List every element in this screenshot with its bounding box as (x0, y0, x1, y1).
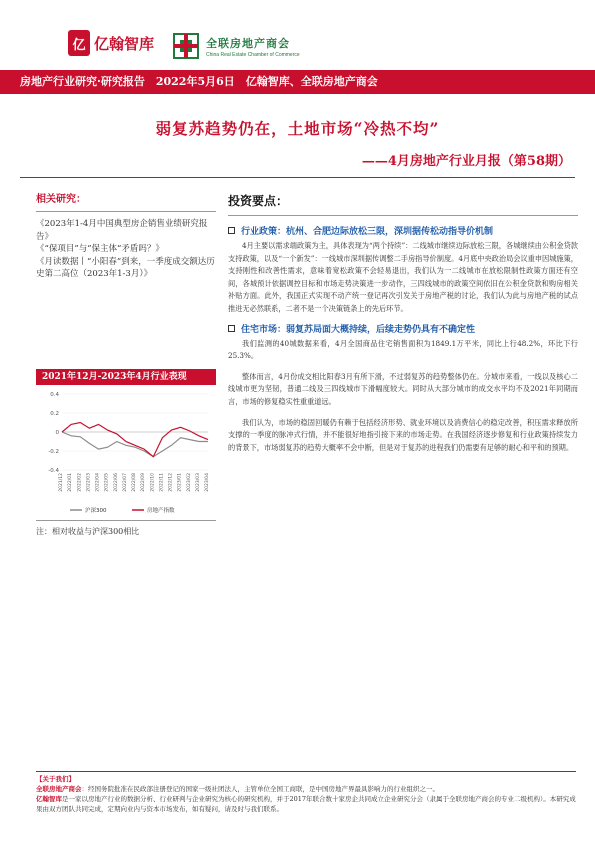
housing-paragraph: 整体而言，4月份成交相比阳春3月有所下滑，不过弱复苏的趋势整体仍在。分城市来看，一线以及核心二线城市更为坚韧，普通二线及三四线城市下滑幅度较大。同时从大部分城市的成交水平均不及2021年同期而言，市场的修复稳实性重重道远。 (228, 371, 578, 406)
yihan-logo (68, 30, 154, 56)
y-tick-label: -0.2 (48, 449, 59, 455)
yihan-logo-mark: 亿 (68, 30, 90, 56)
x-tick-label: 2022/09 (141, 473, 147, 492)
x-tick-label: 2022/08 (132, 473, 137, 492)
title-divider (20, 177, 575, 178)
legend-label: 沪深300 (85, 508, 107, 514)
x-tick-label: 2022/06 (113, 473, 119, 492)
report-title: 弱复苏趋势仍在，土地市场“冷热不均” (155, 119, 440, 138)
chart-note-divider (36, 520, 216, 521)
chart-note: 注：相对收益与沪深300相比 (36, 527, 140, 536)
x-tick-label: 2023/04 (205, 473, 210, 492)
x-tick-label: 2022/12 (168, 473, 174, 492)
square-bullet-icon (228, 325, 235, 332)
related-research (36, 190, 216, 281)
page-header (0, 0, 595, 70)
related-research-link[interactable]: 《月读数据丨“小阳春”到来，一季度成交额达历史第二高位（2023年1-3月）》 (36, 256, 215, 279)
industry-performance-chart (36, 388, 216, 518)
related-research-link[interactable]: 《2023年1-4月中国典型房企销售业绩研究报告》 (36, 219, 208, 242)
y-tick-label: -0.4 (48, 468, 59, 474)
about-crecc (36, 784, 576, 794)
investment-highlights (228, 192, 578, 454)
x-tick-label: 2022/05 (104, 473, 110, 492)
x-tick-label: 2022/03 (86, 473, 92, 492)
x-tick-label: 2022/10 (150, 473, 156, 492)
legend-label: 房地产指数 (147, 508, 175, 514)
y-tick-label: 0.4 (50, 392, 59, 398)
x-tick-label: 2022/01 (68, 473, 74, 492)
highlights-divider (228, 215, 578, 216)
x-tick-label: 2021/12 (59, 473, 64, 492)
x-tick-label: 2023/03 (195, 473, 201, 492)
y-tick-label: 0.2 (50, 411, 59, 417)
crecc-logo (172, 32, 300, 60)
chart-title: 2021年12月-2023年4月行业表现 (36, 369, 216, 385)
about-us (36, 774, 576, 814)
x-tick-label: 2022/07 (122, 473, 128, 492)
housing-paragraph: 我们认为，市场的稳固回暖仍有赖于包括经济形势、就业环境以及消费信心的稳定改善，积压需求释放所支撑的一季度的脉冲式行情，并不能很好地指引接下来的市场走势。在我国经济逐步修复和行业政策持续发力的背景下，市场弱复苏的趋势大概率不会中断，但是对于复苏的进程我们仍需要有足够的耐心和平和的预期。 (228, 417, 578, 452)
highlights-heading: 投资要点： (228, 194, 289, 208)
sidebar-divider (36, 211, 216, 212)
x-tick-label: 2023/02 (186, 473, 192, 492)
square-bullet-icon (228, 227, 235, 234)
footer-divider (36, 771, 576, 772)
about-yihan (36, 794, 576, 814)
report-banner: 房地产行业研究·研究报告 2022年5月6日 亿翰智库、全联房地产商会 (0, 70, 595, 94)
about-crecc-key: 全联房地产商会 (36, 785, 82, 793)
section-policy (228, 224, 578, 237)
section-housing (228, 322, 578, 335)
about-yihan-key: 亿翰智库 (36, 795, 62, 803)
about-yihan-text: 是一家以房地产行业的数据分析、行业研判与企业研究为核心的研究机构，并于2017年联合数十家房企共同成立企业研究分会（隶属于全联房地产商会的专业二级机构）。本研究成果由双方团队共同完成，定期向业内与资本市场发布，如有疑问，请及时与我们联系。 (36, 795, 576, 813)
series-line (62, 432, 208, 457)
about-us-heading: 【关于我们】 (36, 775, 75, 783)
y-tick-label: 0 (55, 430, 59, 436)
crecc-emblem-icon (172, 32, 200, 60)
about-crecc-text: ：经国务院批准在民政部注册登记的国家一级社团法人，主管单位全国工商联，是中国房地产界最具影响力的行业组织之一。 (81, 785, 439, 793)
yihan-logo-name: 亿翰智库 (94, 34, 155, 53)
report-subtitle: ——4月房地产行业月报（第58期） (361, 154, 571, 169)
section-policy-title: 行业政策：杭州、合肥边际放松三限，深圳据传松动指导价机制 (241, 227, 494, 237)
policy-paragraph: 4月主要以需求端政策为主，具体表现为“两个持续”：二线城市继续边际放松三限，各城继续由公积金贷款支持政策，以及“一个新发”：一线城市深圳据传调整二手房指导价制度。4月底中央政治局会议重申因城施策，支持刚性和改善性需求，意味着宽松政策不会轻易退出，我们认为一二线城市在放松限制性政策方面还有空间，各城预计依据调控目标和市场走势决策进一步动作，三四线城市的政策空间依旧在公积金贷款和购房相关补贴方面。此外，我国正式实现不动产统一登记再次引发关于房地产税的讨论，我们认为此与房地产税的试点推进无必然联系，二者不是一个决策链条上的先后环节。 (228, 241, 578, 313)
crecc-name-en: China Real Estate Chamber of Commerce (206, 51, 300, 58)
x-tick-label: 2022/11 (159, 473, 165, 492)
x-tick-label: 2023/01 (177, 473, 183, 492)
crecc-name-cn: 全联房地产商会 (206, 36, 290, 50)
x-tick-label: 2022/02 (77, 473, 83, 492)
related-research-heading: 相关研究： (36, 194, 86, 205)
housing-paragraph: 我们监测的40城数据来看，4月全国商品住宅销售面积为1849.1万平米，同比上行48.2%，环比下行25.3%。 (228, 338, 578, 361)
related-research-link[interactable]: 《“保项目”与”保主体“矛盾吗？》 (36, 244, 164, 254)
x-tick-label: 2022/04 (95, 473, 101, 492)
section-housing-title: 住宅市场：弱复苏局面大概持续，后续走势仍具有不确定性 (241, 324, 476, 335)
